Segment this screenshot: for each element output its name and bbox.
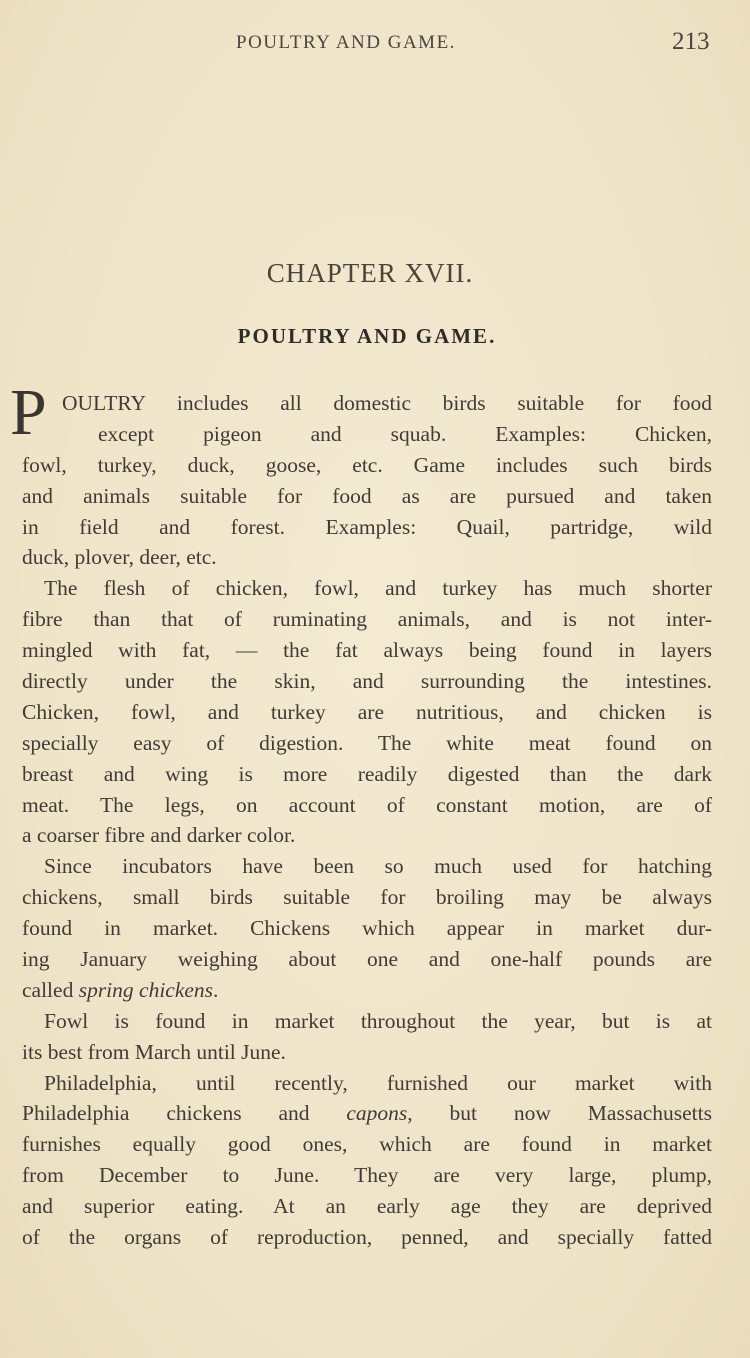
text-line: mingled with fat, — the fat always being found in layers [22,638,712,663]
text-line: breast and wing is more readily digested than the dark [22,761,712,786]
text-line: meat. The legs, on account of constant motion, are of [22,792,712,817]
text-line: of the organs of reproduction, penned, and specially fatted [22,1225,712,1250]
italic-term: spring chickens [78,977,214,1002]
text-line: fowl, turkey, duck, goose, etc. Game includes such birds [22,452,712,477]
text-line: Chicken, fowl, and turkey are nutritious, and chicken is [22,699,712,724]
text-span: Philadelphia chickens and [22,1101,347,1126]
running-title: POULTRY AND GAME. [236,32,456,53]
text-line: furnishes equally good ones, which are found in market [22,1132,712,1157]
text-line: from December to June. They are very large, plump, [22,1163,712,1188]
italic-term: capons [346,1101,408,1126]
text-line: duck, plover, deer, etc. [22,545,217,570]
body-text [22,388,712,1253]
text-line [22,975,712,1006]
text-line: found in market. Chickens which appear in market dur- [22,916,712,941]
text-line: specially easy of digestion. The white meat found on [22,730,712,755]
text-line [22,1098,712,1129]
chapter-title: POULTRY AND GAME. [237,324,497,348]
text-span: . [213,977,219,1002]
drop-cap: P [10,376,47,449]
text-line: The flesh of chicken, fowl, and turkey has much shorter [44,576,712,601]
text-line: its best from March until June. [22,1039,286,1064]
text-line: ing January weighing about one and one-half pounds are [22,947,712,972]
text-line: Philadelphia, until recently, furnished our market with [44,1070,712,1095]
text-line: a coarser fibre and darker color. [22,823,296,848]
page-number: 213 [672,28,710,55]
text-line: chickens, small birds suitable for broiling may be always [22,885,712,910]
text-line: and superior eating. At an early age they are deprived [22,1194,712,1219]
text-line: OULTRY includes all domestic birds suitable for food [62,391,712,415]
text-line: directly under the skin, and surrounding the intestines. [22,669,712,694]
text-line: except pigeon and squab. Examples: Chicken, [98,421,712,446]
chapter-number: CHAPTER XVII. [266,258,474,288]
text-line: fibre than that of ruminating animals, and is not inter- [22,607,712,632]
text-span: called [22,977,79,1002]
text-line: and animals suitable for food as are pursued and taken [22,483,712,508]
text-line: Since incubators have been so much used for hatching [44,854,712,879]
text-line: in field and forest. Examples: Quail, partridge, wild [22,514,712,539]
text-span: , but now Massachusetts [407,1101,712,1126]
text-line: Fowl is found in market throughout the year, but is at [44,1008,712,1033]
running-head [0,26,750,60]
